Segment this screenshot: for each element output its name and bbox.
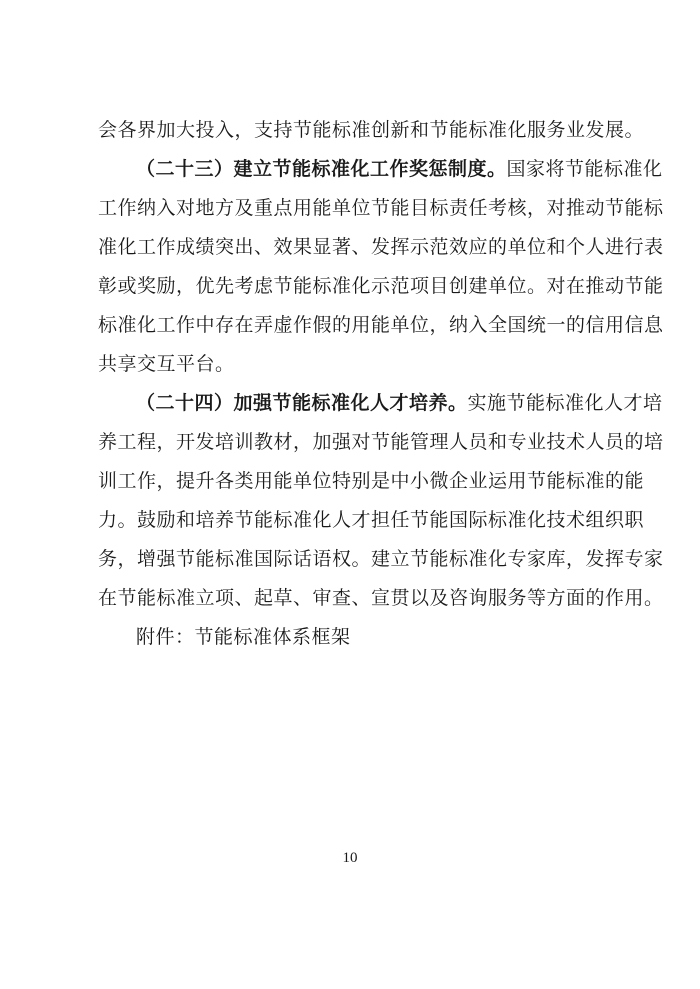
attachment-line: 附件：节能标准体系框架: [136, 626, 351, 648]
paragraph-line-11: 力。鼓励和培养节能标准化人才担任节能国际标准化技术组织职: [98, 509, 645, 531]
paragraph-line-1: 会各界加大投入，支持节能标准创新和节能标准化服务业发展。: [98, 119, 645, 141]
paragraph-line-6: 标准化工作中存在弄虚作假的用能单位，纳入全国统一的信用信息: [98, 314, 664, 336]
section-24-heading: （二十四）加强节能标准化人才培养。: [136, 392, 468, 414]
paragraph-line-10: 训工作，提升各类用能单位特别是中小微企业运用节能标准的能: [98, 470, 645, 492]
paragraph-line-4: 准化工作成绩突出、效果显著、发挥示范效应的单位和个人进行表: [98, 236, 664, 258]
paragraph-line-7: 共享交互平台。: [98, 353, 235, 375]
section-24-first-line: [136, 391, 663, 415]
section-23-heading: （二十三）建立节能标准化工作奖惩制度。: [136, 158, 507, 180]
section-24-text: 实施节能标准化人才培: [467, 392, 663, 414]
section-23-text: 国家将节能标准化: [506, 158, 663, 180]
page-number: 10: [342, 850, 358, 866]
paragraph-line-3: 工作纳入对地方及重点用能单位节能目标责任考核，对推动节能标: [98, 197, 664, 219]
paragraph-line-13: 在节能标准立项、起草、审查、宣贯以及咨询服务等方面的作用。: [98, 587, 664, 609]
paragraph-line-5: 彰或奖励，优先考虑节能标准化示范项目创建单位。对在推动节能: [98, 275, 664, 297]
paragraph-line-12: 务，增强节能标准国际话语权。建立节能标准化专家库，发挥专家: [98, 548, 664, 570]
paragraph-line-9: 养工程，开发培训教材，加强对节能管理人员和专业技术人员的培: [98, 431, 664, 453]
section-23-first-line: [136, 157, 663, 181]
